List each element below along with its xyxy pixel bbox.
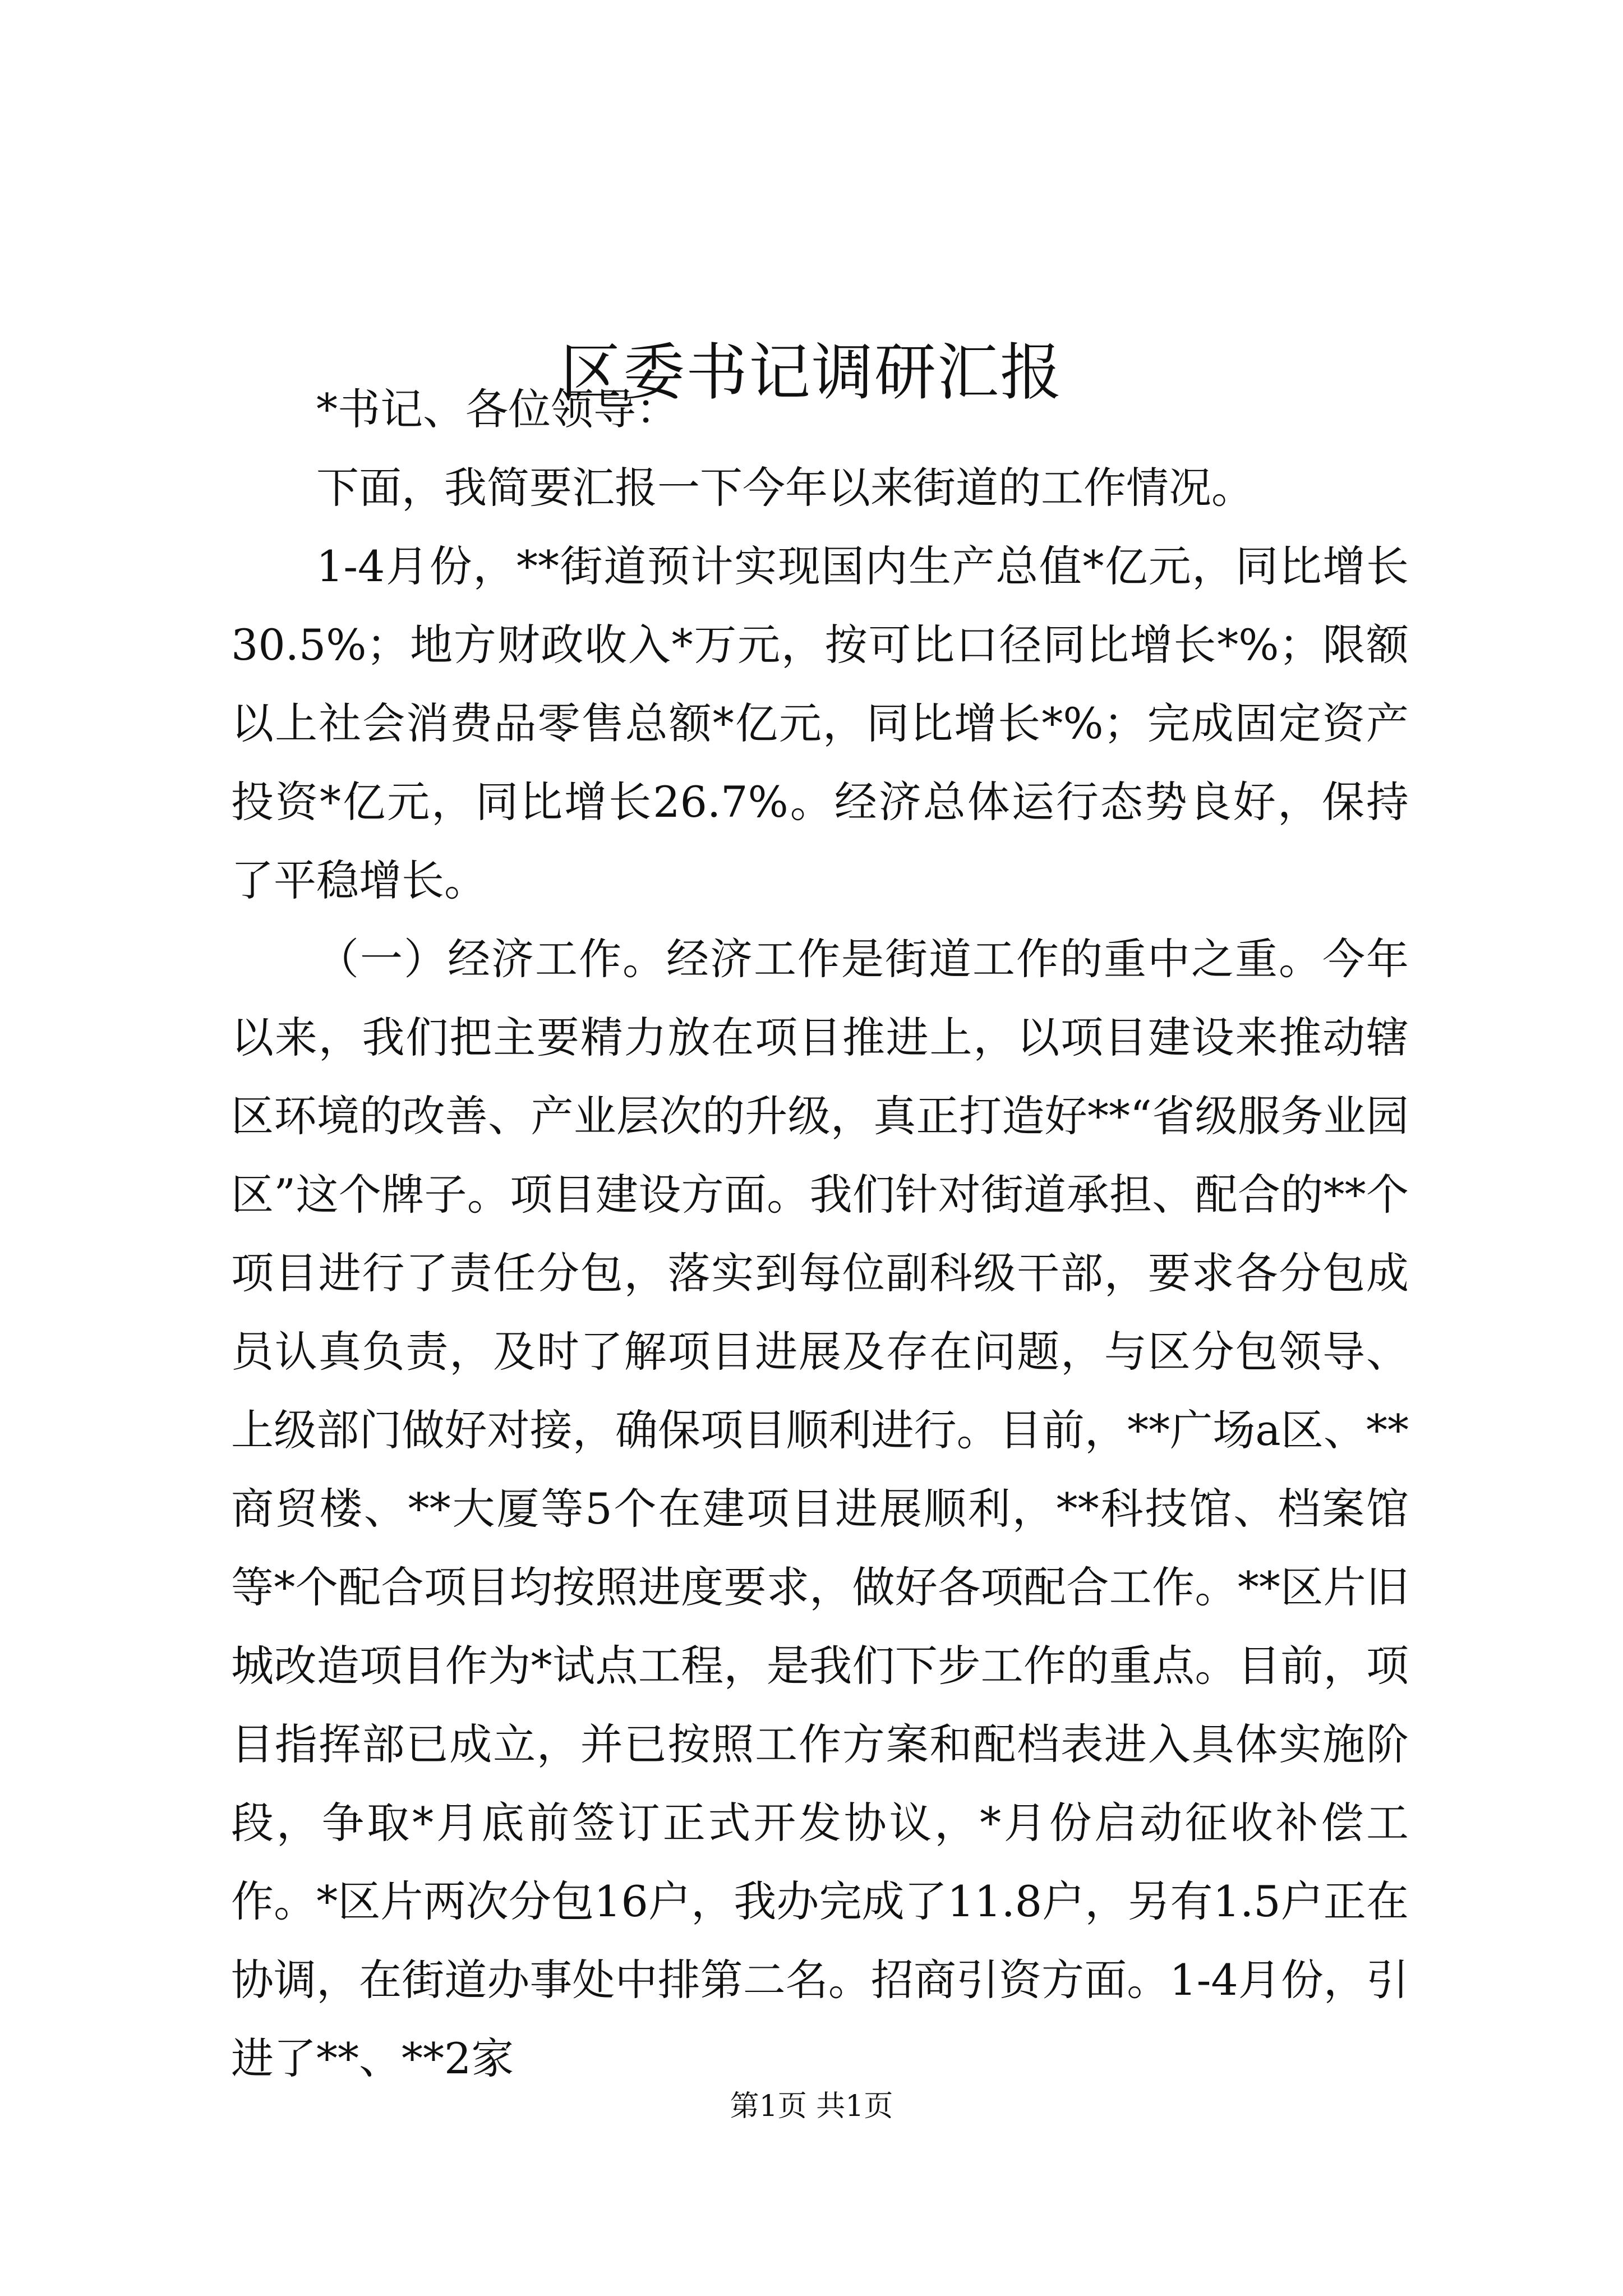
page-footer: 第1页 共1页 <box>730 2090 893 2123</box>
salutation-paragraph: *书记、各位领导： <box>316 384 679 434</box>
intro-paragraph: 下面，我简要汇报一下今年以来街道的工作情况。 <box>316 463 1254 513</box>
economic-work-paragraph: （一）经济工作。经济工作是街道工作的重中之重。今年以来，我们把主要精力放在项目推进上，以项目建设来推动辖区环境的改善、产业层次的升级，真正打造好**“省级服务业园区”这个牌子。项目建设方面。我们针对街道承担、配合的**个项目进行了责任分包，落实到每位副科级干部，要求各分包成员认真负责，及时了解项目进展及存在问题，与区分包领导、上级部门做好对接，确保项目顺利进行。目前，**广场a区、**商贸楼、**大厦等5个在建项目进展顺利，**科技馆、档案馆等*个配合项目均按照进度要求，做好各项配合工作。**区片旧城改造项目作为*试点工程，是我们下步工作的重点。目前，项目指挥部已成立，并已按照工作方案和配档表进入具体实施阶段，争取*月底前签订正式开发协议，*月份启动征收补偿工作。*区片两次分包16户，我办完成了11.8户，另有1.5户正在协调，在街道办事处中排第二名。招商引资方面。1-4月份，引进了**、**2家 <box>231 934 1409 2083</box>
document-body <box>231 370 1409 2098</box>
economic-summary-paragraph: 1-4月份，**街道预计实现国内生产总值*亿元，同比增长30.5%；地方财政收入*万元，按可比口径同比增长*%；限额以上社会消费品零售总额*亿元，同比增长*%；完成固定资产投资*亿元，同比增长26.7%。经济总体运行态势良好，保持了平稳增长。 <box>231 541 1409 905</box>
document-title: 区委书记调研汇报 <box>560 336 1063 408</box>
